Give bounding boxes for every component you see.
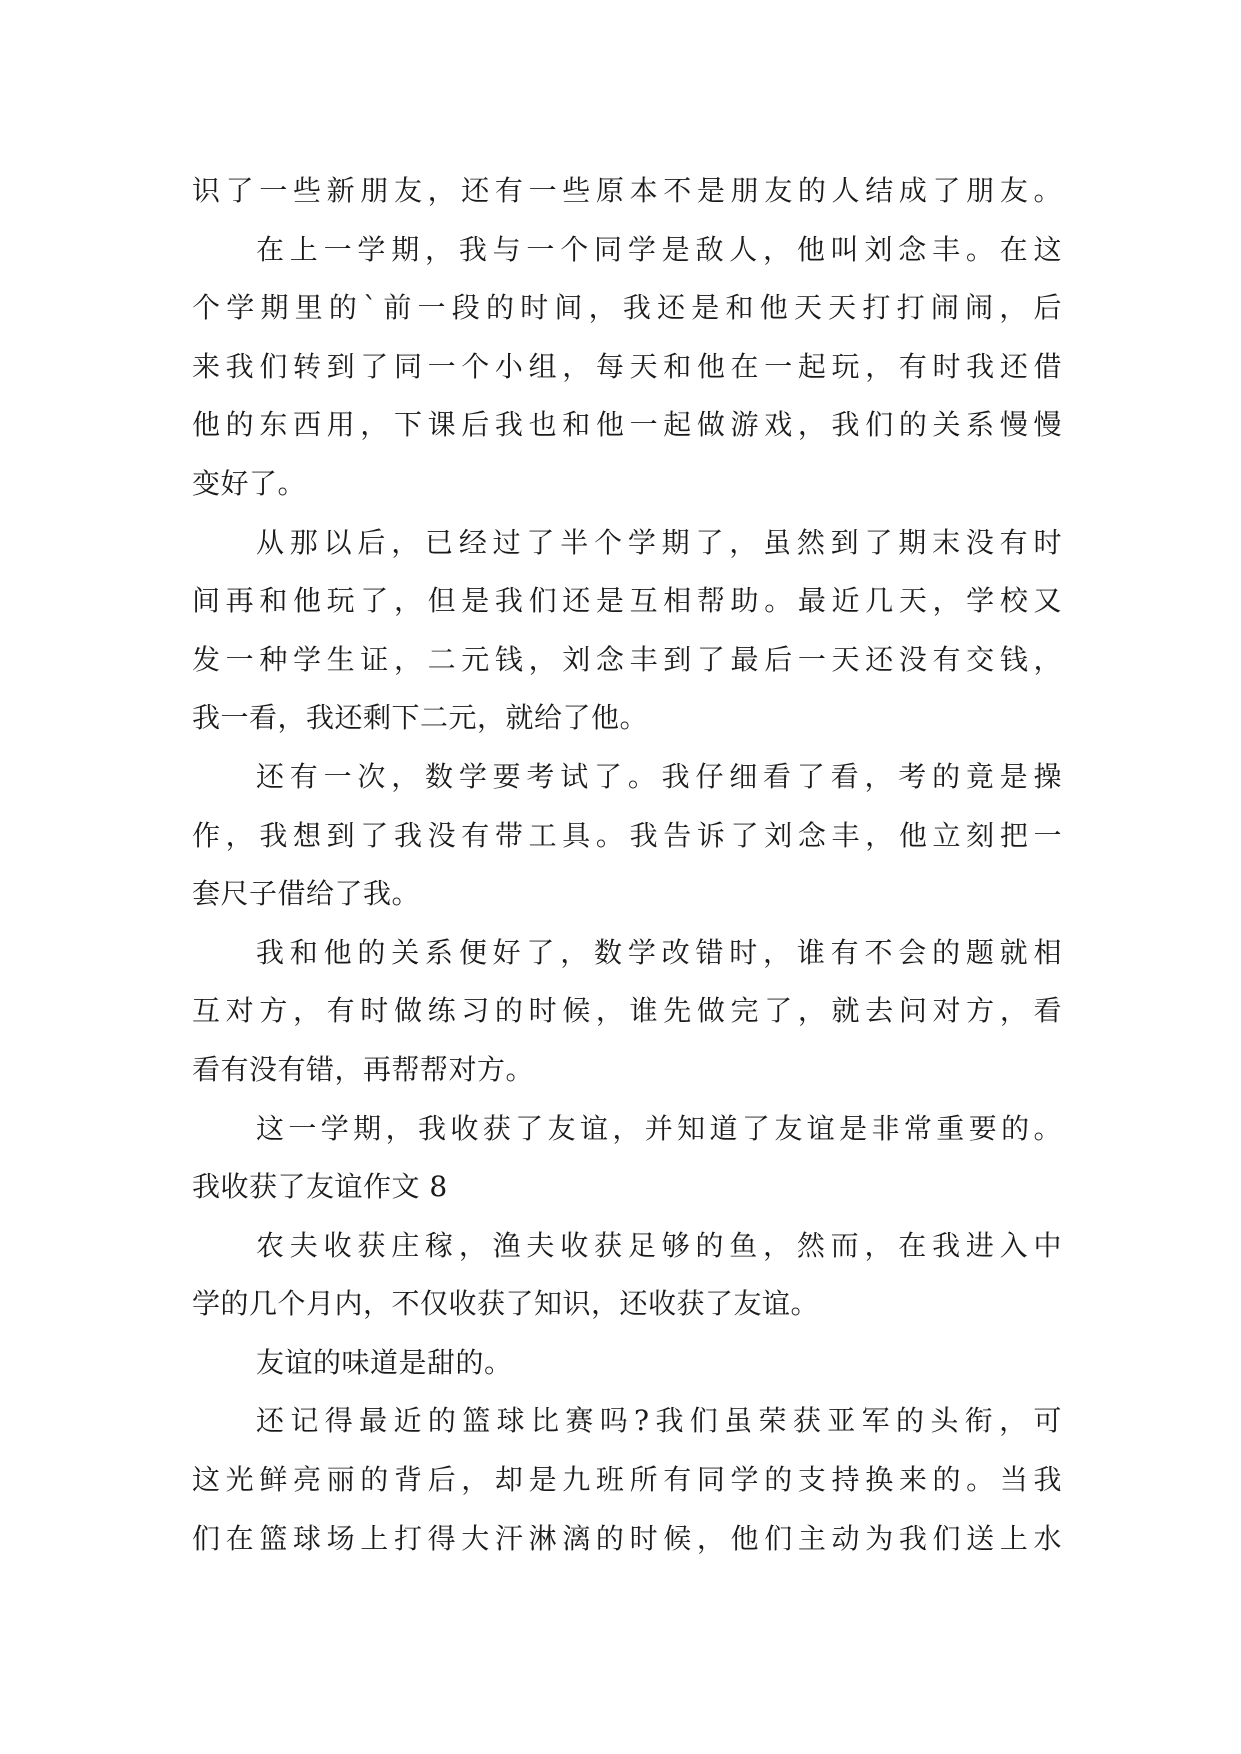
text-line: 来我们转到了同一个小组，每天和他在一起玩，有时我还借 xyxy=(192,349,1062,383)
text-line: 他的东西用，下课后我也和他一起做游戏，我们的关系慢慢 xyxy=(192,408,1062,442)
text-line: 作，我想到了我没有带工具。我告诉了刘念丰，他立刻把一 xyxy=(192,818,1062,852)
text-line: 我一看，我还剩下二元，就给了他。 xyxy=(192,701,649,735)
text-line: 们在篮球场上打得大汗淋漓的时候，他们主动为我们送上水 xyxy=(192,1521,1062,1555)
text-line: 间再和他玩了，但是我们还是互相帮助。最近几天，学校又 xyxy=(192,584,1062,618)
text-line: 发一种学生证，二元钱，刘念丰到了最后一天还没有交钱， xyxy=(192,642,1062,676)
text-line: 学的几个月内，不仅收获了知识，还收获了友谊。 xyxy=(192,1287,820,1321)
text-line: 农夫收获庄稼，渔夫收获足够的鱼，然而，在我进入中 xyxy=(256,1228,1062,1262)
text-line: 友谊的味道是甜的。 xyxy=(256,1345,513,1379)
text-line: 互对方，有时做练习的时候，谁先做完了，就去问对方，看 xyxy=(192,994,1062,1028)
text-line: 识了一些新朋友，还有一些原本不是朋友的人结成了朋友。 xyxy=(192,174,1062,207)
text-line: 变好了。 xyxy=(192,466,307,500)
text-line: 看有没有错，再帮帮对方。 xyxy=(192,1052,535,1086)
text-line: 还有一次，数学要考试了。我仔细看了看，考的竟是操 xyxy=(256,759,1062,793)
text-line: 这一学期，我收获了友谊，并知道了友谊是非常重要的。 xyxy=(256,1111,1062,1145)
text-line: 还记得最近的篮球比赛吗?我们虽荣获亚军的头衔，可 xyxy=(256,1404,1062,1438)
text-line: 个学期里的`前一段的时间，我还是和他天天打打闹闹，后 xyxy=(192,291,1062,325)
text-line: 在上一学期，我与一个同学是敌人，他叫刘念丰。在这 xyxy=(256,232,1062,266)
text-line: 从那以后，已经过了半个学期了，虽然到了期末没有时 xyxy=(256,525,1062,559)
essay-title: 我收获了友谊作文 8 xyxy=(192,1170,448,1204)
text-line: 我和他的关系便好了，数学改错时，谁有不会的题就相 xyxy=(256,935,1062,969)
text-line: 套尺子借给了我。 xyxy=(192,877,421,911)
essay-text xyxy=(192,162,1062,1568)
text-line: 这光鲜亮丽的背后，却是九班所有同学的支持换来的。当我 xyxy=(192,1463,1062,1497)
